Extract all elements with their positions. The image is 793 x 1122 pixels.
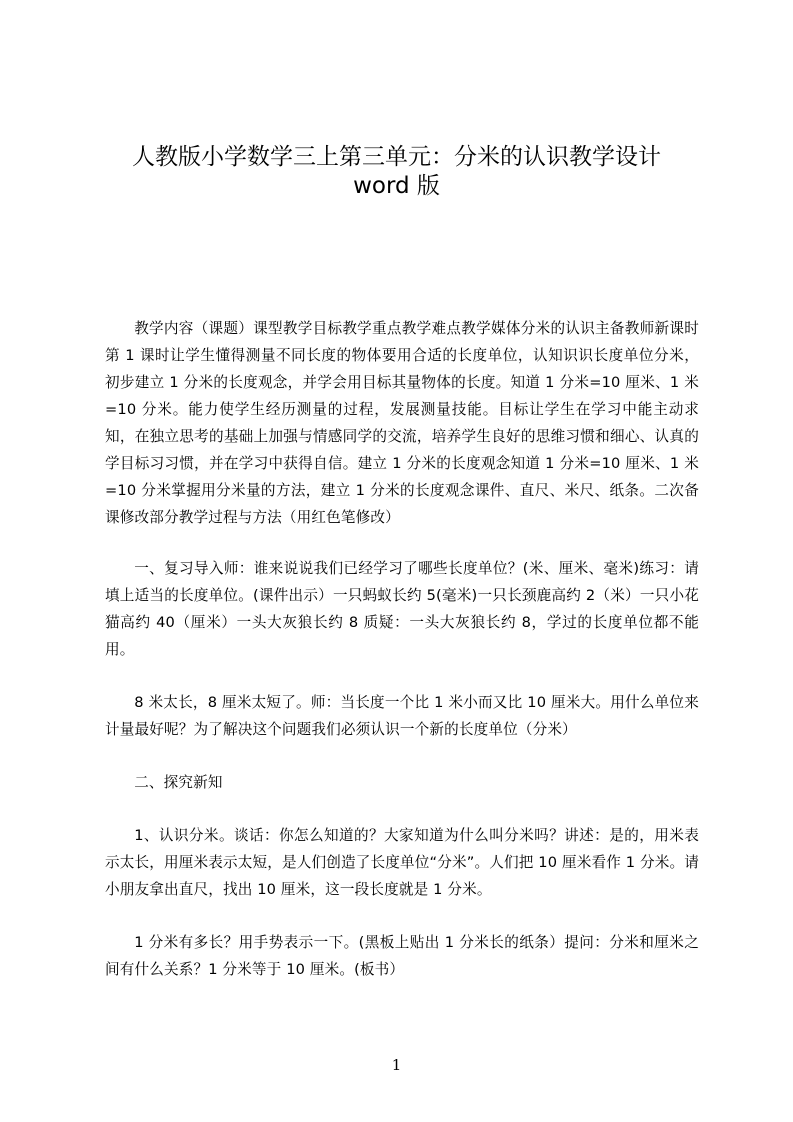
paragraph-unit-question: 8 米太长，8 厘米太短了。师：当长度一个比 1 米小而又比 10 厘米大。用什么单位来计量最好呢？为了解决这个问题我们必须认识一个新的长度单位（分米） — [105, 694, 699, 738]
title-line-2: word 版 — [353, 173, 440, 199]
paragraph-recognize-decimeter: 1、认识分米。谈话：你怎么知道的？大家知道为什么叫分米吗？讲述：是的，用米表示太长，用厘米表示太短，是人们创造了长度单位“分米”。人们把 10 厘米看作 1 分米。请小朋友拿出直尺，找出 10 厘米，这一段长度就是 1 分米。 — [105, 827, 699, 898]
paragraph-review-intro: 一、复习导入师：谁来说说我们已经学习了哪些长度单位？(米、厘米、毫米)练习：请填上适当的长度单位。(课件出示）一只蚂蚁长约 5(毫米)一只长颈鹿高约 2（米）一只小花猫高约 40（厘米）一头大灰狼长约 8 质疑：一头大灰狼长约 8，学过的长度单位都不能用。 — [105, 560, 699, 658]
paragraph-lesson-overview: 教学内容（课题）课型教学目标教学重点教学难点教学媒体分米的认识主备教师新课时第 1 课时让学生懂得测量不同长度的物体要用合适的长度单位，认知识识长度单位分米，初步建立 1 分米的长度观念，并学会用目标其量物体的长度。知道 1 分米=10 厘米、1 米=10 分米。能力使学生经历测量的过程，发展测量技能。目标让学生在学习中能主动求知，在独立思考的基础上加强与情感同学的交流，培养学生良好的思维习惯和细心、认真的学目标习习惯，并在学习中获得自信。建立 1 分米的长度观念知道 1 分米=10 厘米、1 米=10 分米掌握用分米量的方法，建立 1 分米的长度观念课件、直尺、米尺、纸条。二次备课修改部分教学过程与方法（用红色笔修改） — [105, 320, 699, 526]
page-number: 1 — [391, 1056, 402, 1074]
title-line-1: 人教版小学数学三上第三单元：分米的认识教学设计 — [132, 144, 661, 170]
section-heading-explore: 二、探究新知 — [134, 774, 223, 791]
document-title — [100, 143, 693, 201]
paragraph-decimeter-length: 1 分米有多长？用手势表示一下。(黑板上贴出 1 分米长的纸条）提问：分米和厘米之间有什么关系？1 分米等于 10 厘米。(板书） — [105, 934, 699, 978]
